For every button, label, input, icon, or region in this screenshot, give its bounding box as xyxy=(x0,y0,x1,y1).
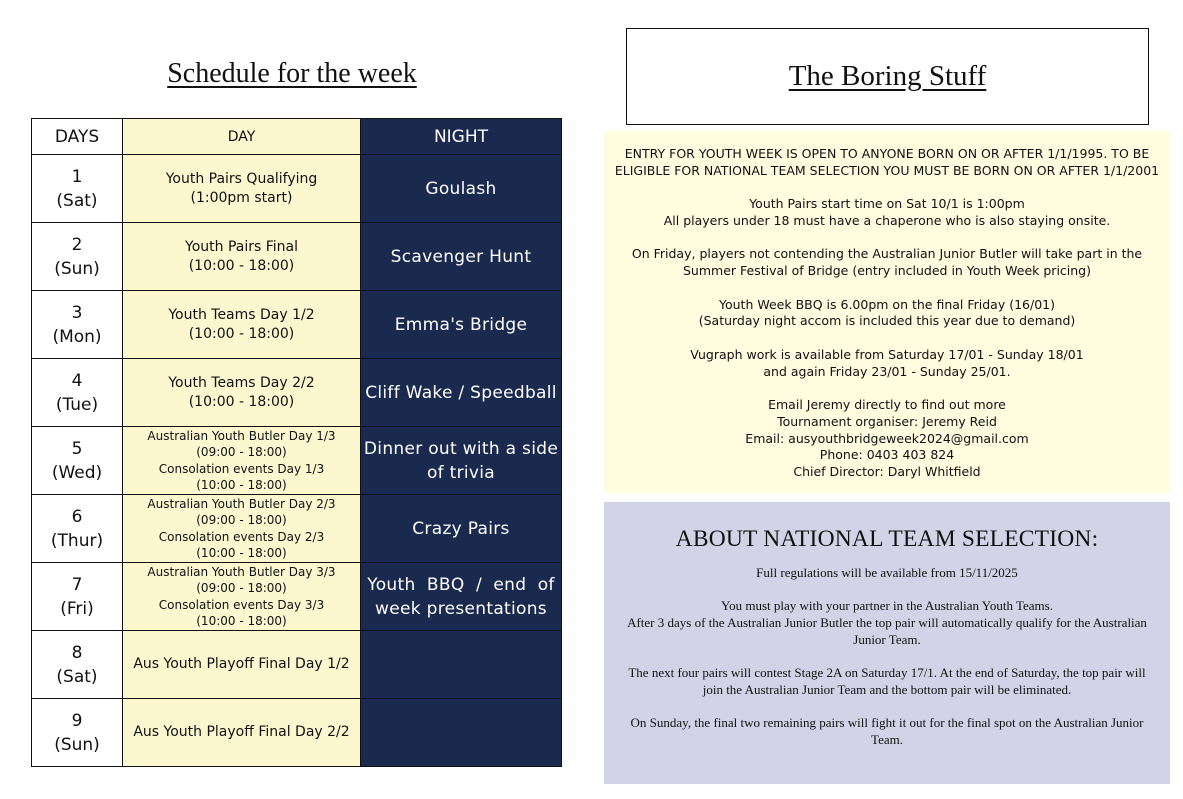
day-number: 6 xyxy=(71,506,83,527)
schedule-row xyxy=(32,427,562,495)
day-activity-line: (09:00 - 18:00) xyxy=(196,513,287,527)
info-line: ELIGIBLE FOR NATIONAL TEAM SELECTION YOU MUST BE BORN ON OR AFTER 1/1/2001 xyxy=(614,162,1160,178)
day-activity-cell xyxy=(123,427,361,495)
day-activity-line: Consolation events Day 1/3 xyxy=(158,461,325,476)
day-number: 9 xyxy=(71,710,83,731)
night-activity-cell xyxy=(361,495,562,563)
nts-line: join the Australian Junior Team and the bottom pair will be eliminated. xyxy=(702,681,1072,697)
night-activity-line: Emma's Bridge xyxy=(394,314,528,335)
day-number-cell xyxy=(32,495,123,563)
night-activity-line: Youth BBQ / end of xyxy=(367,574,555,595)
info-line: Email Jeremy directly to find out more xyxy=(768,396,1006,412)
nts-line: Full regulations will be available from 15/11/2025 xyxy=(756,565,1018,580)
day-activity-cell xyxy=(123,699,361,767)
info-line: Tournament organiser: Jeremy Reid xyxy=(777,413,997,429)
day-number: 8 xyxy=(71,642,83,663)
schedule-row xyxy=(32,155,562,223)
night-activity-line: Scavenger Hunt xyxy=(390,246,532,267)
nts-line: On Sunday, the final two remaining pairs will fight it out for the final spot on the Australian Junior xyxy=(630,715,1144,731)
day-activity-cell xyxy=(123,155,361,223)
day-activity-line: Aus Youth Playoff Final Day 2/2 xyxy=(133,724,350,740)
day-number-cell xyxy=(32,291,123,359)
day-of-week: (Mon) xyxy=(52,326,102,347)
night-activity-cell xyxy=(361,155,562,223)
night-activity-cell xyxy=(361,699,562,767)
info-line: (Saturday night accom is included this year due to demand) xyxy=(698,313,1076,329)
day-of-week: (Sun) xyxy=(54,258,100,279)
info-line: Vugraph work is available from Saturday 17/01 - Sunday 18/01 xyxy=(690,346,1084,362)
header-night: NIGHT xyxy=(361,119,562,155)
day-number: 7 xyxy=(71,574,83,595)
schedule-header-row xyxy=(32,119,562,155)
schedule-row xyxy=(32,699,562,767)
day-of-week: (Fri) xyxy=(60,598,94,619)
night-activity-cell xyxy=(361,223,562,291)
nts-line: After 3 days of the Australian Junior Butler the top pair will automatically qualify for the Australian xyxy=(627,615,1147,631)
day-activity-cell xyxy=(123,631,361,699)
nts-line: Team. xyxy=(871,732,903,748)
info-line: Youth Pairs start time on Sat 10/1 is 1:00pm xyxy=(749,196,1025,212)
day-activity-line: Youth Pairs Qualifying xyxy=(165,170,318,187)
day-activity-cell xyxy=(123,359,361,427)
day-activity-line: Youth Pairs Final xyxy=(185,238,298,255)
schedule-row xyxy=(32,631,562,699)
schedule-row xyxy=(32,223,562,291)
national-team-selection-panel xyxy=(604,502,1170,784)
day-of-week: (Thur) xyxy=(50,530,104,551)
day-number-cell xyxy=(32,427,123,495)
day-activity-line: Youth Teams Day 2/2 xyxy=(168,374,315,391)
day-activity-line: Australian Youth Butler Day 2/3 xyxy=(147,496,336,511)
day-activity-cell xyxy=(123,291,361,359)
day-activity-line: (10:00 - 18:00) xyxy=(188,325,295,342)
day-activity-line: (10:00 - 18:00) xyxy=(196,478,287,492)
info-line: Email: ausyouthbridgeweek2024@gmail.com xyxy=(745,430,1029,446)
night-activity-line: week presentations xyxy=(375,598,547,619)
night-activity-cell xyxy=(361,563,562,631)
day-number: 3 xyxy=(71,302,83,323)
nts-paragraph xyxy=(610,598,1164,648)
day-activity-line: (10:00 - 18:00) xyxy=(188,393,295,410)
day-activity-line: (09:00 - 18:00) xyxy=(196,445,287,459)
day-of-week: (Wed) xyxy=(51,462,103,483)
day-activity-line: (09:00 - 18:00) xyxy=(196,581,287,595)
day-activity-line: (1:00pm start) xyxy=(190,189,293,206)
info-paragraph xyxy=(614,246,1160,280)
boring-stuff-title: The Boring Stuff xyxy=(788,60,987,92)
night-activity-cell xyxy=(361,359,562,427)
day-activity-line: (10:00 - 18:00) xyxy=(196,546,287,560)
day-of-week: (Tue) xyxy=(55,394,99,415)
nts-line: You must play with your partner in the Australian Youth Teams. xyxy=(721,598,1053,614)
day-activity-line: Aus Youth Playoff Final Day 1/2 xyxy=(133,656,350,672)
day-activity-line: Australian Youth Butler Day 3/3 xyxy=(147,564,336,579)
night-activity-line: Goulash xyxy=(425,178,497,199)
day-activity-cell xyxy=(123,223,361,291)
info-panel xyxy=(604,131,1170,493)
day-activity-line: Youth Teams Day 1/2 xyxy=(168,306,315,323)
info-line: Summer Festival of Bridge (entry included in Youth Week pricing) xyxy=(683,263,1091,279)
header-days: DAYS xyxy=(32,119,123,155)
day-activity-cell xyxy=(123,495,361,563)
nts-paragraph xyxy=(610,715,1164,749)
night-activity-cell xyxy=(361,631,562,699)
night-activity-cell xyxy=(361,427,562,495)
national-team-selection-body xyxy=(610,565,1164,749)
day-number-cell xyxy=(32,223,123,291)
schedule-row xyxy=(32,291,562,359)
info-line: On Friday, players not contending the Australian Junior Butler will take part in the xyxy=(631,246,1143,262)
nts-line: The next four pairs will contest Stage 2A on Saturday 17/1. At the end of Saturday, the top pair will xyxy=(628,665,1146,681)
day-number: 5 xyxy=(71,438,83,459)
day-number-cell xyxy=(32,563,123,631)
info-paragraph xyxy=(614,347,1160,381)
info-paragraph xyxy=(614,297,1160,331)
schedule-row xyxy=(32,359,562,427)
day-of-week: (Sat) xyxy=(56,190,98,211)
day-number-cell xyxy=(32,155,123,223)
header-day: DAY xyxy=(123,119,361,155)
schedule-title: Schedule for the week xyxy=(167,58,417,89)
day-number: 4 xyxy=(71,370,83,391)
info-line: Chief Director: Daryl Whitfield xyxy=(793,464,981,480)
day-number-cell xyxy=(32,631,123,699)
night-activity-line: Crazy Pairs xyxy=(412,518,510,539)
night-activity-line: of trivia xyxy=(426,462,496,483)
nts-paragraph xyxy=(610,565,1164,582)
nts-line: Junior Team. xyxy=(853,631,921,647)
schedule-row xyxy=(32,495,562,563)
info-paragraph xyxy=(614,146,1160,180)
info-line: Phone: 0403 403 824 xyxy=(819,447,955,463)
day-of-week: (Sat) xyxy=(56,666,98,687)
info-line: and again Friday 23/01 - Sunday 25/01. xyxy=(763,363,1011,379)
info-paragraph xyxy=(614,397,1160,481)
schedule-body xyxy=(32,155,562,767)
schedule-row xyxy=(32,563,562,631)
day-activity-line: Consolation events Day 2/3 xyxy=(158,529,325,544)
night-activity-cell xyxy=(361,291,562,359)
info-line: ENTRY FOR YOUTH WEEK IS OPEN TO ANYONE BORN ON OR AFTER 1/1/1995. TO BE xyxy=(624,146,1150,161)
day-activity-line: (10:00 - 18:00) xyxy=(196,614,287,628)
boring-stuff-box xyxy=(626,28,1149,125)
national-team-selection-title: ABOUT NATIONAL TEAM SELECTION: xyxy=(675,526,1099,552)
day-number: 1 xyxy=(71,166,83,187)
schedule-table xyxy=(31,118,562,767)
day-number: 2 xyxy=(71,234,83,255)
day-activity-line: Australian Youth Butler Day 1/3 xyxy=(147,428,336,443)
nts-paragraph xyxy=(610,665,1164,699)
day-of-week: (Sun) xyxy=(54,734,100,755)
day-number-cell xyxy=(32,699,123,767)
day-number-cell xyxy=(32,359,123,427)
day-activity-line: (10:00 - 18:00) xyxy=(188,257,295,274)
info-line: All players under 18 must have a chaperone who is also staying onsite. xyxy=(663,212,1111,228)
info-line: Youth Week BBQ is 6.00pm on the final Friday (16/01) xyxy=(719,296,1055,312)
night-activity-line: Dinner out with a side xyxy=(363,438,559,459)
info-paragraph xyxy=(614,196,1160,230)
day-activity-cell xyxy=(123,563,361,631)
night-activity-line: Cliff Wake / Speedball xyxy=(365,382,557,403)
day-activity-line: Consolation events Day 3/3 xyxy=(158,597,325,612)
